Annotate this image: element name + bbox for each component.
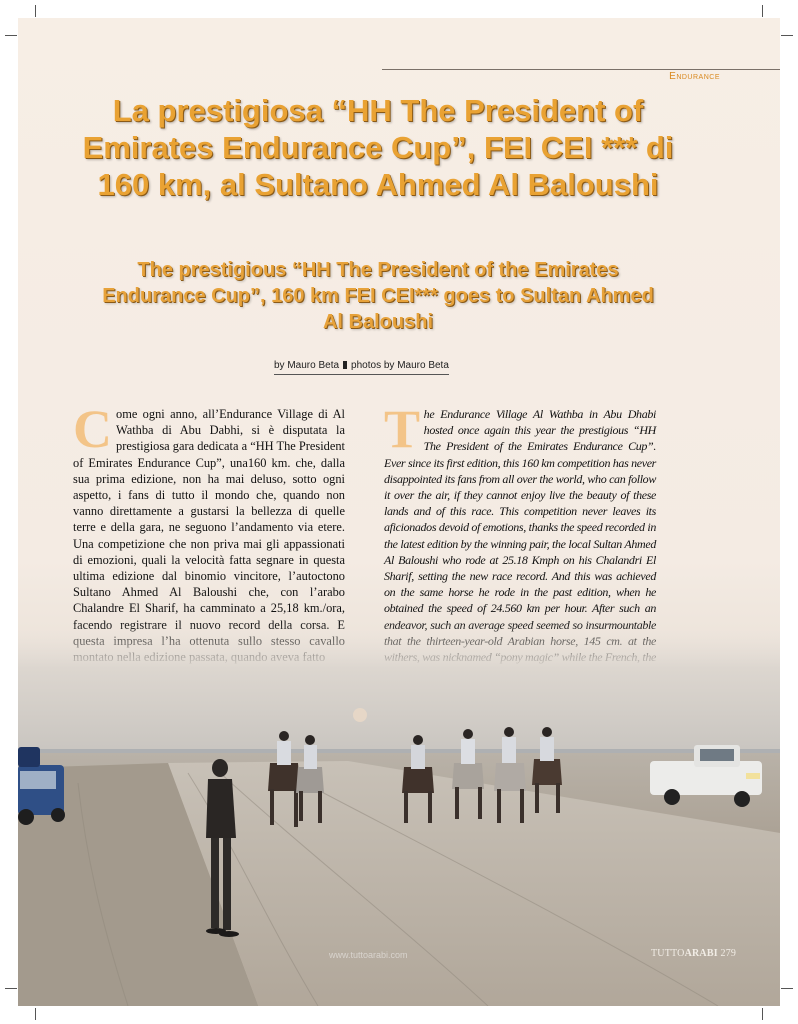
- crop-mark: [762, 1008, 763, 1020]
- section-rule: [382, 69, 780, 70]
- magazine-name: ARABI: [684, 948, 718, 959]
- article-italian-text: ome ogni anno, all’Endurance Village di Al Wathba di Abu Dabhi, si è disputata la prestigiosa gara dedicata a “HH The President of Emirates Endurance Cup”, una160 km. che, dalla sua prima edizione, non ha mai deluso, sotto ogni aspetto, i fans di tutto il mondo che, quando non vanno direttamente a gustarsi la bellezza di quelle terre e della gara, ne seguono l’andamento via etere. Una competizione che non priva mai gli appassionati di emozioni, quali la velocità fatta segnare in questa ultima edizione dal binomio vincitore, l’autoctono Sultano Ahmed Al Baloushi che, con l’arabo Chalandre El Sharif, ha camminato a 25,18 km./ora,: [73, 407, 345, 616]
- crop-mark: [762, 5, 763, 17]
- byline-author: by Mauro Beta: [274, 360, 340, 371]
- byline-separator: [343, 361, 347, 369]
- dropcap-english: T: [384, 399, 420, 459]
- crop-mark: [781, 35, 793, 36]
- crop-mark: [5, 35, 17, 36]
- magazine-prefix: TUTTO: [651, 948, 685, 959]
- byline: [274, 360, 449, 375]
- footer-url: www.tuttoarabi.com: [329, 950, 408, 960]
- article-english-text: he Endurance Village Al Wathba in Abu Dhabi hosted once again this year the prestigious “HH The President of the Emirates Endurance Cup”. Ever since its first edition, this 160 km competition has never disappointed its fans from all over the world, who can follow it over the air, if they cannot enjoy live the beauty of these lands and of this race. This competition never leaves its aficionados devoid of emotions, thanks the speed recorded in the latest edition by the winning pair, the local Sultan Ahmed Al Baloushi who rode at 25.18 Kmph on his Chalandri El Sharif, setting the new race record. And this was achieved on the same horse he rode in the past edition, when he obtained the speed of 24.560 km per hour. After such an: [384, 407, 656, 616]
- byline-photos: photos by Mauro Beta: [351, 360, 449, 371]
- title-english: The prestigious “HH The President of the Emirates Endurance Cup”, 160 km FEI CEI*** goes to Sultan Ahmed Al Baloushi: [102, 259, 654, 333]
- section-label: Endurance: [669, 71, 720, 82]
- footer-magazine: [651, 948, 736, 959]
- magazine-page: [18, 18, 780, 1006]
- crop-mark: [35, 5, 36, 17]
- crop-mark: [5, 988, 17, 989]
- dropcap-italian: C: [73, 399, 112, 459]
- crop-mark: [781, 988, 793, 989]
- crop-mark: [35, 1008, 36, 1020]
- page-number: 279: [720, 948, 737, 959]
- title-italian: La prestigiosa “HH The President of Emirates Endurance Cup”, FEI CEI *** di 160 km, al Sultano Ahmed Al Baloushi: [82, 93, 674, 202]
